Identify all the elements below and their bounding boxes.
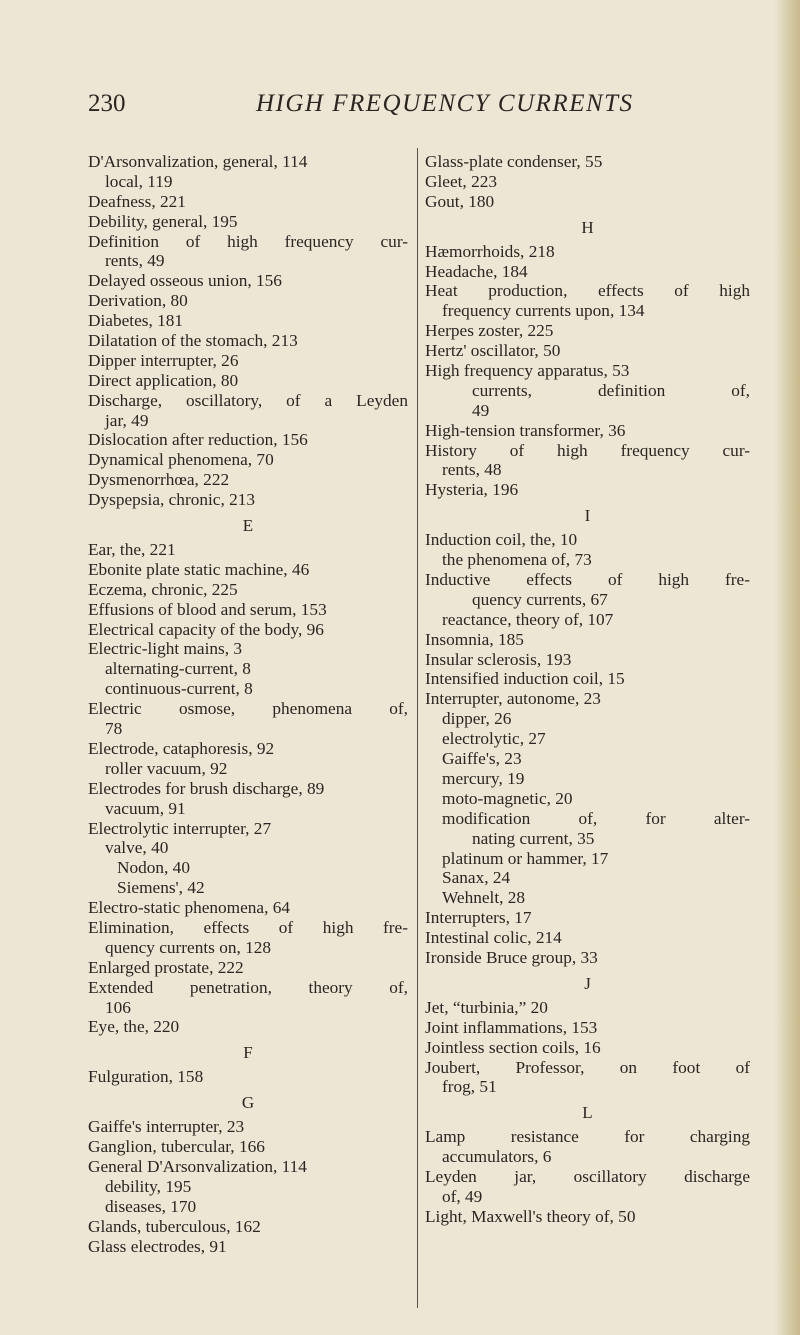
index-subentry: electrolytic, 27 xyxy=(442,729,546,749)
index-entry: High-tension transformer, 36 xyxy=(425,420,626,440)
index-subentry: 106 xyxy=(105,997,131,1017)
index-column-right xyxy=(425,152,750,1227)
index-entry: Dipper interrupter, 26 xyxy=(88,350,239,370)
index-entry: Insomnia, 185 xyxy=(425,629,524,649)
index-entry: Deafness, 221 xyxy=(88,191,186,211)
section-letter-heading: H xyxy=(581,217,594,237)
index-entry: Heat production, effects of high xyxy=(425,281,750,301)
index-entry: Electric osmose, phenomena of, xyxy=(88,699,408,719)
index-subentry: 49 xyxy=(472,400,490,420)
index-entry: Direct application, 80 xyxy=(88,370,239,390)
index-subentry: frog, 51 xyxy=(442,1077,497,1097)
index-entry: Inductive effects of high fre- xyxy=(425,570,750,590)
index-entry: Intensified induction coil, 15 xyxy=(425,669,625,689)
index-subentry: Siemens', 42 xyxy=(117,878,205,898)
index-subentry: the phenomena of, 73 xyxy=(442,550,592,570)
index-subentry: accumulators, 6 xyxy=(442,1147,552,1167)
page-header xyxy=(0,90,800,130)
section-letter-heading: F xyxy=(243,1043,253,1063)
index-subentry: valve, 40 xyxy=(105,838,169,858)
index-entry: Leyden jar, oscillatory discharge xyxy=(425,1167,750,1187)
index-entry: Enlarged prostate, 222 xyxy=(88,957,244,977)
index-entry: Dysmenorrhœa, 222 xyxy=(88,470,230,490)
index-entry: Gleet, 223 xyxy=(425,171,497,191)
index-entry: Extended penetration, theory of, xyxy=(88,977,408,997)
index-subentry: currents, definition of, xyxy=(472,380,750,400)
index-entry: Gout, 180 xyxy=(425,191,495,211)
index-entry: Elimination, effects of high fre- xyxy=(88,917,408,937)
index-entry: Ironside Bruce group, 33 xyxy=(425,947,598,967)
index-subentry: of, 49 xyxy=(442,1186,483,1206)
index-entry: Definition of high frequency cur- xyxy=(88,231,408,251)
index-entry: Electrical capacity of the body, 96 xyxy=(88,619,324,639)
index-entry: Joubert, Professor, on foot of xyxy=(425,1057,750,1077)
page-number: 230 xyxy=(88,90,126,117)
index-subentry: moto-magnetic, 20 xyxy=(442,788,573,808)
index-entry: Effusions of blood and serum, 153 xyxy=(88,599,327,619)
index-subentry: quency currents on, 128 xyxy=(105,937,272,957)
index-entry: Ear, the, 221 xyxy=(88,540,176,560)
index-subentry: frequency currents upon, 134 xyxy=(442,301,645,321)
column-divider xyxy=(417,148,418,1308)
index-subentry: roller vacuum, 92 xyxy=(105,758,228,778)
index-entry: Hæmorrhoids, 218 xyxy=(425,241,555,261)
index-entry: Lamp resistance for charging xyxy=(425,1127,750,1147)
index-entry: Eczema, chronic, 225 xyxy=(88,579,238,599)
index-subentry: continuous-current, 8 xyxy=(105,679,253,699)
index-subentry: platinum or hammer, 17 xyxy=(442,848,609,868)
index-entry: Glands, tuberculous, 162 xyxy=(88,1216,261,1236)
index-column-left xyxy=(88,152,408,1256)
index-subentry: rents, 48 xyxy=(442,460,502,480)
index-entry: Electric-light mains, 3 xyxy=(88,639,243,659)
index-entry: Dyspepsia, chronic, 213 xyxy=(88,490,256,510)
index-entry: Glass electrodes, 91 xyxy=(88,1236,227,1256)
index-entry: Interrupter, autonome, 23 xyxy=(425,689,601,709)
index-subentry: mercury, 19 xyxy=(442,768,525,788)
index-subentry: alternating-current, 8 xyxy=(105,659,251,679)
index-subentry: rents, 49 xyxy=(105,251,165,271)
index-entry: Ebonite plate static machine, 46 xyxy=(88,559,310,579)
section-letter-heading: I xyxy=(584,506,591,526)
index-subentry: local, 119 xyxy=(105,171,173,191)
index-subentry: debility, 195 xyxy=(105,1176,192,1196)
index-subentry: Gaiffe's, 23 xyxy=(442,749,522,769)
index-subentry: vacuum, 91 xyxy=(105,798,186,818)
index-entry: Induction coil, the, 10 xyxy=(425,530,578,550)
index-entry: Interrupters, 17 xyxy=(425,908,532,928)
section-letter-heading: J xyxy=(584,973,591,993)
index-entry: Dilatation of the stomach, 213 xyxy=(88,331,298,351)
index-subentry: Nodon, 40 xyxy=(117,858,190,878)
section-letter-heading: G xyxy=(241,1093,255,1113)
index-entry: Electrodes for brush discharge, 89 xyxy=(88,778,325,798)
index-subentry: Wehnelt, 28 xyxy=(442,888,526,908)
index-entry: Fulguration, 158 xyxy=(88,1067,204,1087)
index-entry: Intestinal colic, 214 xyxy=(425,928,562,948)
index-subentry: reactance, theory of, 107 xyxy=(442,609,614,629)
index-entry: Hertz' oscillator, 50 xyxy=(425,341,561,361)
index-subentry: 78 xyxy=(105,719,123,739)
index-subentry: diseases, 170 xyxy=(105,1196,197,1216)
index-subentry: nating current, 35 xyxy=(472,828,595,848)
index-entry: Joint inflammations, 153 xyxy=(425,1017,598,1037)
section-letter-heading: E xyxy=(242,516,254,536)
index-subentry: Sanax, 24 xyxy=(442,868,511,888)
index-entry: Electrode, cataphoresis, 92 xyxy=(88,738,275,758)
index-entry: Gaiffe's interrupter, 23 xyxy=(88,1117,245,1137)
index-entry: High frequency apparatus, 53 xyxy=(425,361,630,381)
index-entry: Hysteria, 196 xyxy=(425,480,519,500)
index-entry: Discharge, oscillatory, of a Leyden xyxy=(88,390,408,410)
index-subentry: modification of, for alter- xyxy=(442,808,750,828)
index-entry: Delayed osseous union, 156 xyxy=(88,271,282,291)
index-entry: Electrolytic interrupter, 27 xyxy=(88,818,272,838)
index-entry: D'Arsonvalization, general, 114 xyxy=(88,152,308,171)
index-entry: Dynamical phenomena, 70 xyxy=(88,450,274,470)
index-subentry: jar, 49 xyxy=(105,410,149,430)
index-entry: Ganglion, tubercular, 166 xyxy=(88,1137,265,1157)
index-entry: History of high frequency cur- xyxy=(425,440,750,460)
index-entry: General D'Arsonvalization, 114 xyxy=(88,1156,307,1176)
index-entry: Electro-static phenomena, 64 xyxy=(88,898,291,918)
page-edge-shadow xyxy=(774,0,800,1335)
index-entry: Headache, 184 xyxy=(425,261,528,281)
index-subentry: dipper, 26 xyxy=(442,709,512,729)
index-entry: Debility, general, 195 xyxy=(88,211,238,231)
index-entry: Insular sclerosis, 193 xyxy=(425,649,572,669)
index-entry: Glass-plate condenser, 55 xyxy=(425,152,603,171)
section-letter-heading: L xyxy=(582,1103,593,1123)
index-entry: Dislocation after reduction, 156 xyxy=(88,430,308,450)
index-entry: Diabetes, 181 xyxy=(88,311,184,331)
running-title: HIGH FREQUENCY CURRENTS xyxy=(256,90,634,117)
index-subentry: quency currents, 67 xyxy=(472,589,608,609)
index-entry: Derivation, 80 xyxy=(88,291,188,311)
index-entry: Eye, the, 220 xyxy=(88,1017,180,1037)
index-entry: Light, Maxwell's theory of, 50 xyxy=(425,1206,636,1226)
index-entry: Herpes zoster, 225 xyxy=(425,321,554,341)
index-entry: Jet, “turbinia,” 20 xyxy=(425,997,548,1017)
index-entry: Jointless section coils, 16 xyxy=(425,1037,601,1057)
